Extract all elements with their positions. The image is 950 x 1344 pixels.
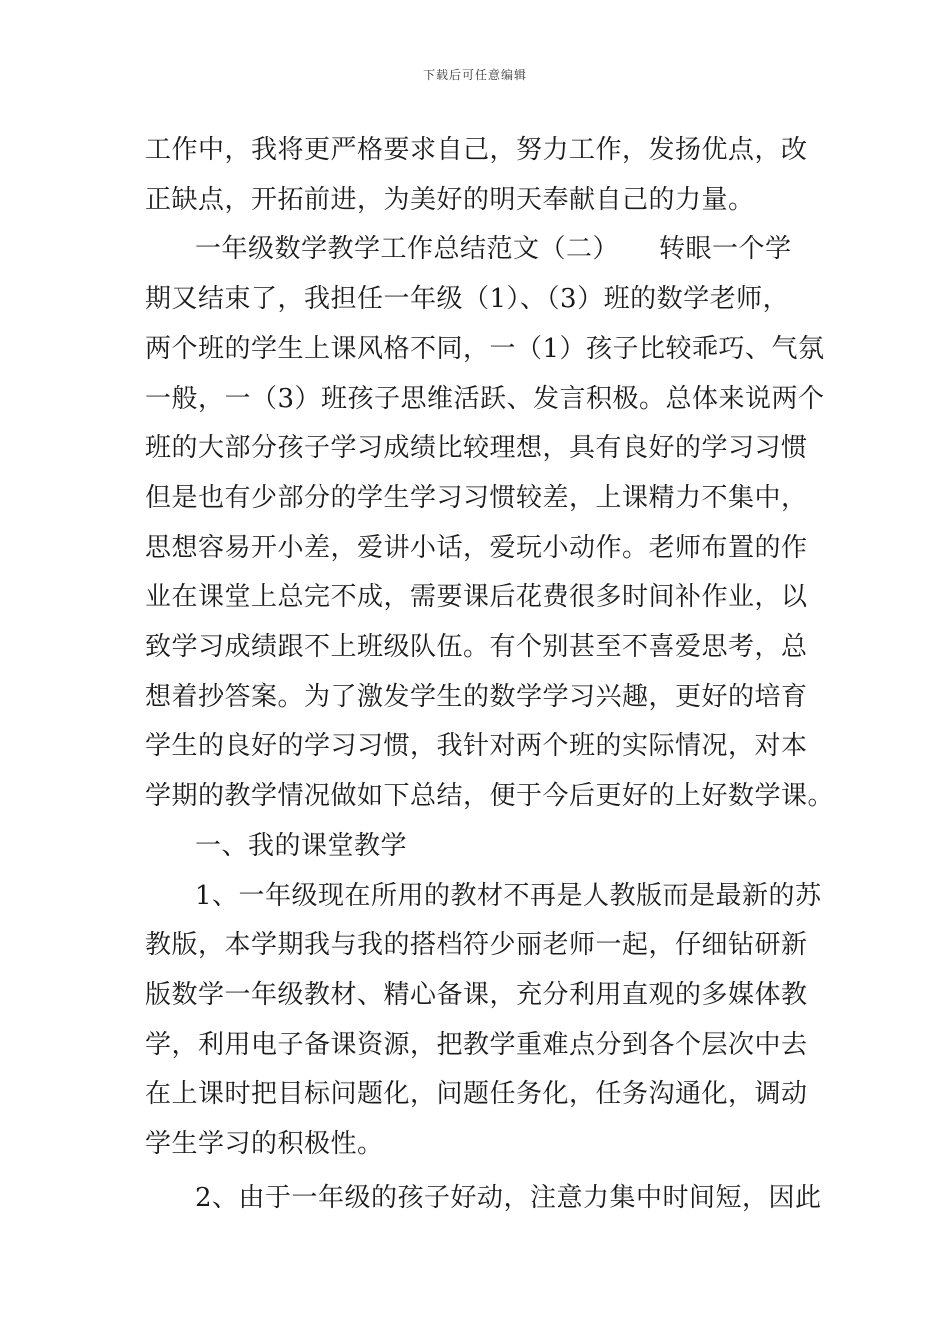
text-line: 1、一年级现在所用的教材不再是人教版而是最新的苏 bbox=[195, 881, 822, 911]
text-line: 正缺点，开拓前进，为美好的明天奉献自己的力量。 bbox=[145, 185, 755, 215]
text-line: 学，利用电子备课资源，把教学重难点分到各个层次中去 bbox=[145, 1030, 808, 1060]
section-heading-line: 一年级数学教学工作总结范文（二） 转眼一个学 bbox=[195, 234, 792, 264]
text-line: 一般，一（3）班孩子思维活跃、发言积极。总体来说两个 bbox=[145, 384, 825, 414]
header-note: 下载后可任意编辑 bbox=[422, 68, 527, 82]
text-line: 教版，本学期我与我的搭档符少丽老师一起，仔细钻研新 bbox=[145, 930, 808, 960]
text-line: 学期的教学情况做如下总结，便于今后更好的上好数学课。 bbox=[145, 781, 835, 811]
text-line: 在上课时把目标问题化，问题任务化，任务沟通化，调动 bbox=[145, 1079, 808, 1109]
text-line: 但是也有少部分的学生学习习惯较差，上课精力不集中， bbox=[145, 483, 808, 513]
text-line: 班的大部分孩子学习成绩比较理想，具有良好的学习习惯 bbox=[145, 433, 808, 463]
text-line: 想着抄答案。为了激发学生的数学学习兴趣，更好的培育 bbox=[145, 682, 808, 712]
text-line: 学生学习的积极性。 bbox=[145, 1129, 384, 1159]
text-line: 学生的良好的学习习惯，我针对两个班的实际情况，对本 bbox=[145, 731, 808, 761]
text-line: 工作中，我将更严格要求自己，努力工作，发扬优点，改 bbox=[145, 135, 808, 165]
text-line: 2、由于一年级的孩子好动，注意力集中时间短，因此 bbox=[195, 1183, 822, 1213]
text-line: 版数学一年级教材、精心备课，充分利用直观的多媒体教 bbox=[145, 980, 808, 1010]
text-line: 业在课堂上总完不成，需要课后花费很多时间补作业，以 bbox=[145, 582, 808, 612]
text-line: 思想容易开小差，爱讲小话，爱玩小动作。老师布置的作 bbox=[145, 533, 808, 563]
text-line: 期又结束了，我担任一年级（1）、（3）班的数学老师， bbox=[145, 284, 790, 314]
text-line: 致学习成绩跟不上班级队伍。有个别甚至不喜爱思考，总 bbox=[145, 632, 808, 662]
text-line: 两个班的学生上课风格不同，一（1）孩子比较乖巧、气氛 bbox=[145, 334, 825, 364]
subheading-line: 一、我的课堂教学 bbox=[195, 831, 408, 861]
